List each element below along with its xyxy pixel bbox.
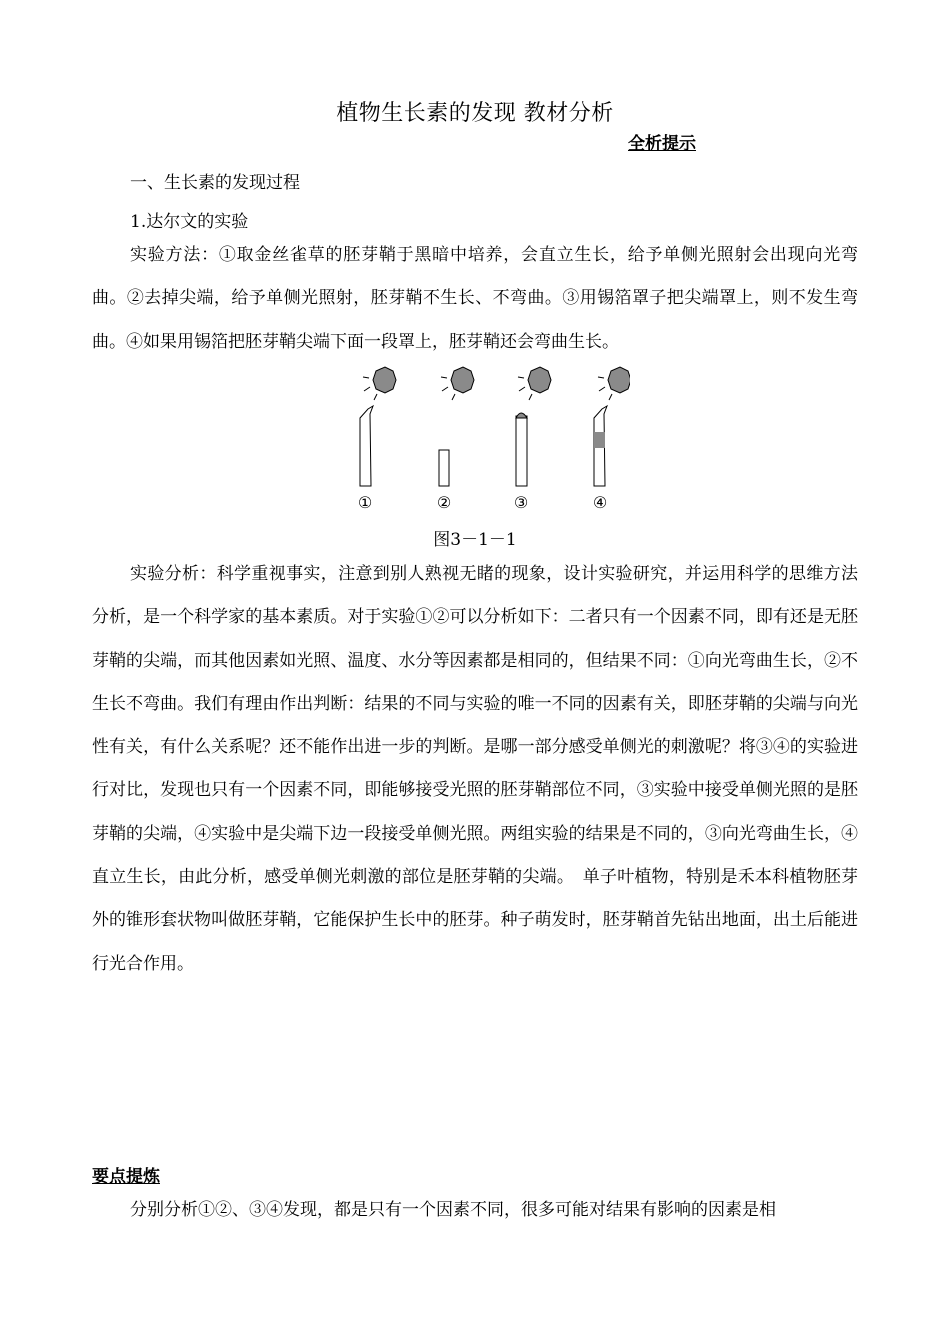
document-subtitle: 全析提示 <box>628 134 696 154</box>
figure-label: ③ <box>513 493 529 512</box>
light-source-icon <box>518 367 551 400</box>
coleoptile-bent <box>360 406 373 486</box>
figure-label: ② <box>436 493 452 512</box>
section-heading: 一、生长素的发现过程 <box>130 173 300 193</box>
method-paragraph: 实验方法：①取金丝雀草的胚芽鞘于黑暗中培养，会直立生长，给予单侧光照射会出现向光弯曲。②去掉尖端，给予单侧光照射，胚芽鞘不生长、不弯曲。③用锡箔罩子把尖端罩上，则不发生弯曲。④如果用锡箔把胚芽鞘尖端下面一段罩上，胚芽鞘还会弯曲生长。 <box>92 245 858 352</box>
document-title: 植物生长素的发现 教材分析 <box>336 101 614 126</box>
coleoptile-decapitated <box>439 450 449 486</box>
light-source-icon <box>598 367 630 400</box>
figure-label: ④ <box>592 493 608 512</box>
experiment-figure <box>340 360 630 520</box>
coleoptile-tip-covered <box>516 416 527 486</box>
light-source-icon <box>441 367 474 400</box>
foil-cap <box>516 413 527 418</box>
coleoptile-diagram <box>340 360 630 520</box>
key-points-heading: 要点提炼 <box>92 1167 160 1187</box>
light-source-icon <box>363 367 396 400</box>
key-points-paragraph: 分别分析①②、③④发现，都是只有一个因素不同，很多可能对结果有影响的因素是相 <box>130 1200 776 1220</box>
sub-heading: 1.达尔文的实验 <box>130 212 249 232</box>
foil-sleeve <box>594 432 605 448</box>
analysis-paragraph: 实验分析：科学重视事实，注意到别人熟视无睹的现象，设计实验研究，并运用科学的思维方法分析，是一个科学家的基本素质。对于实验①②可以分析如下：二者只有一个因素不同，即有还是无胚芽鞘的尖端，而其他因素如光照、温度、水分等因素都是相同的，但结果不同：①向光弯曲生长，②不生长不弯曲。我们有理由作出判断：结果的不同与实验的唯一不同的因素有关，即胚芽鞘的尖端与向光性有关，有什么关系呢？还不能作出进一步的判断。是哪一部分感受单侧光的刺激呢？将③④的实验进行对比，发现也只有一个因素不同，即能够接受光照的胚芽鞘部位不同，③实验中接受单侧光照的是胚芽鞘的尖端，④实验中是尖端下边一段接受单侧光照。两组实验的结果是不同的，③向光弯曲生长，④直立生长，由此分析，感受单侧光刺激的部位是胚芽鞘的尖端。 单子叶植物，特别是禾本科植物胚芽外的锥形套状物叫做胚芽鞘，它能保护生长中的胚芽。种子萌发时，胚芽鞘首先钻出地面，出土后能进行光合作用。 <box>92 564 858 974</box>
figure-label: ① <box>357 493 373 512</box>
figure-caption: 图3－1－1 <box>433 530 517 550</box>
